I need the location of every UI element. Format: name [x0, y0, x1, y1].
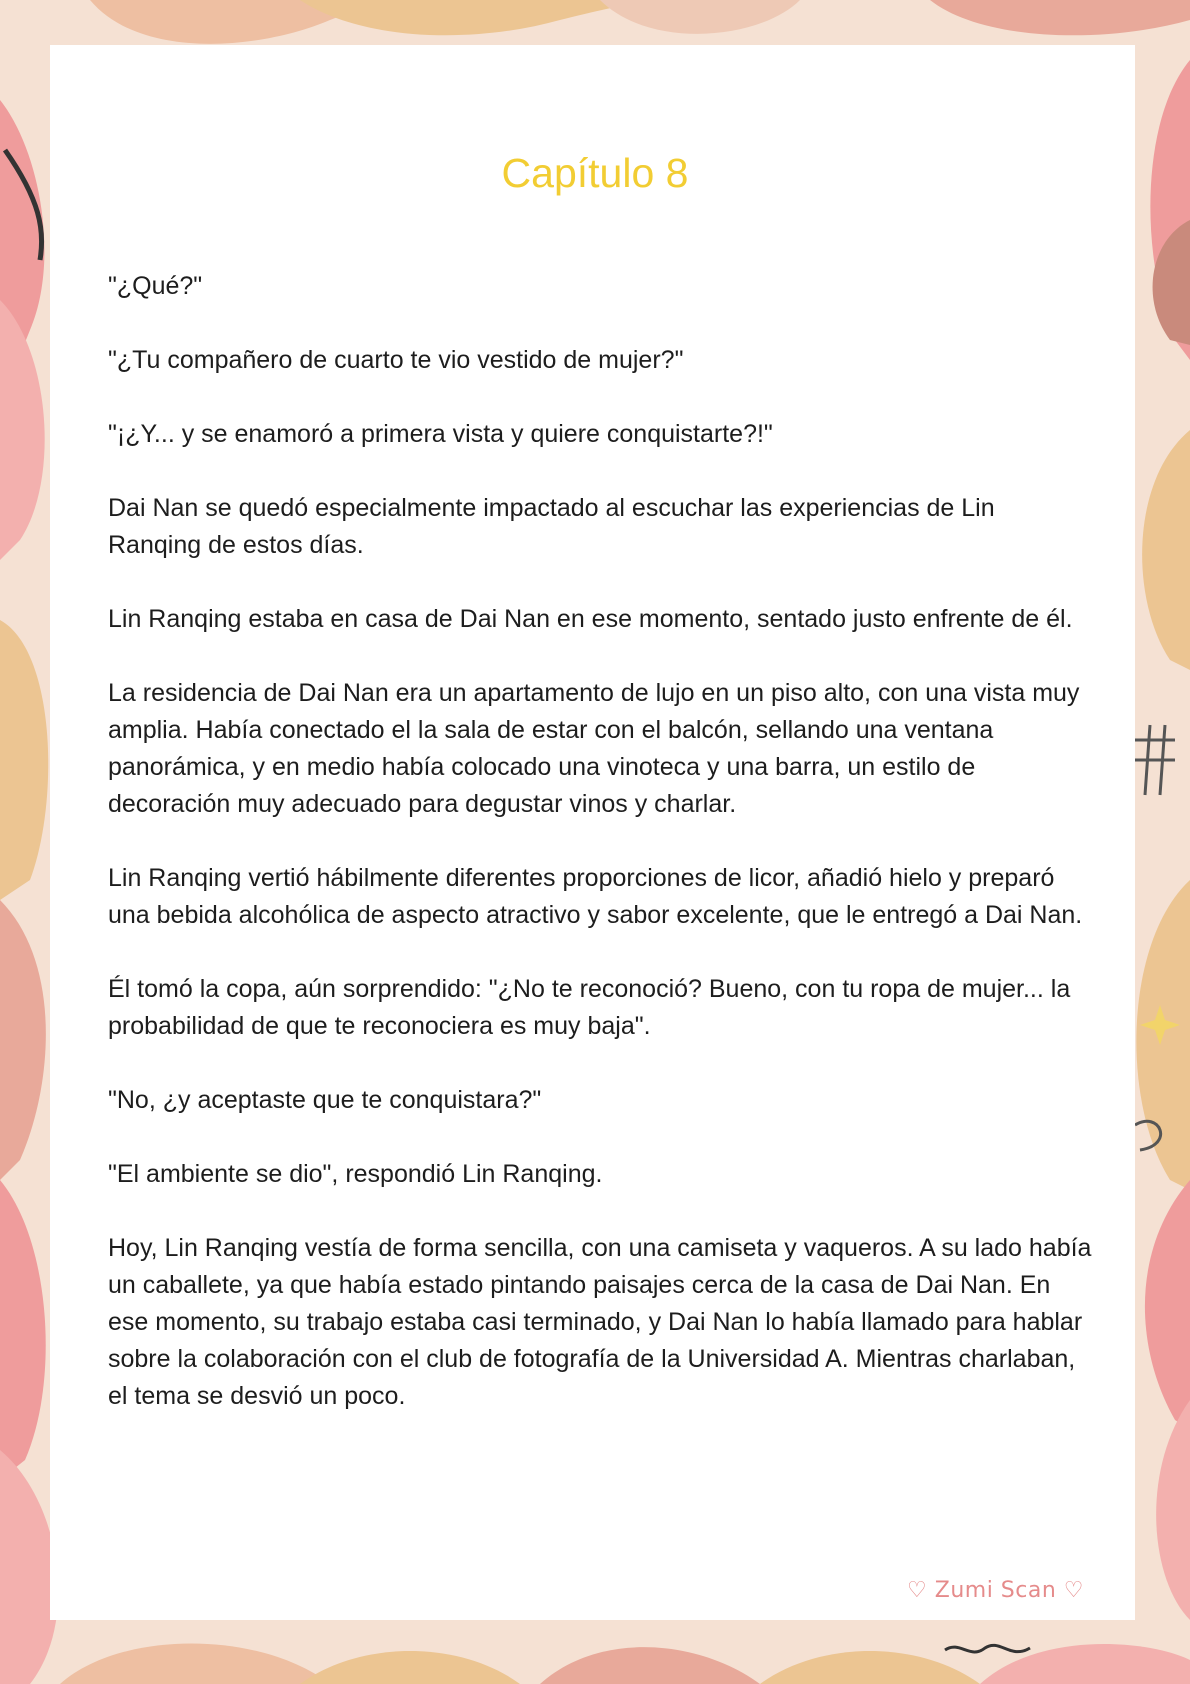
paragraph: La residencia de Dai Nan era un apartamento de lujo en un piso alto, con una vista muy amplia. Había conectado el la sala de estar con el balcón, sellando una ventana panorámica, y en medio había colocado una vinoteca y una barra, un estilo de decoración muy adecuado para degustar vinos y charlar. [108, 679, 1080, 818]
paragraph: Hoy, Lin Ranqing vestía de forma sencilla, con una camiseta y vaqueros. A su lado había un caballete, ya que había estado pintando paisajes cerca de la casa de Dai Nan. En ese momento, su trabajo estaba casi terminado, y Dai Nan lo había llamado para hablar sobre la colaboración con el club de fotografía de la Universidad A. Mientras charlaban, el tema se desvió un poco. [108, 1234, 1092, 1410]
chapter-body [108, 268, 1093, 1452]
scanlation-credit: ♡ Zumi Scan ♡ [907, 1578, 1084, 1603]
paragraph: Dai Nan se quedó especialmente impactado al escuchar las experiencias de Lin Ranqing de estos días. [108, 494, 995, 559]
paragraph: Lin Ranqing vertió hábilmente diferentes proporciones de licor, añadió hielo y preparó una bebida alcohólica de aspecto atractivo y sabor excelente, que le entregó a Dai Nan. [108, 864, 1083, 929]
paragraph: "¿Qué?" [108, 272, 203, 300]
paragraph: "No, ¿y aceptaste que te conquistara?" [108, 1086, 542, 1114]
paragraph: "El ambiente se dio", respondió Lin Ranqing. [108, 1160, 603, 1188]
paragraph: "¡¿Y... y se enamoró a primera vista y quiere conquistarte?!" [108, 420, 773, 448]
paragraph: Lin Ranqing estaba en casa de Dai Nan en ese momento, sentado justo enfrente de él. [108, 605, 1073, 633]
chapter-title: Capítulo 8 [501, 150, 689, 196]
paragraph: Él tomó la copa, aún sorprendido: "¿No te reconoció? Bueno, con tu ropa de mujer... la probabilidad de que te reconociera es muy baja". [108, 975, 1071, 1040]
paragraph: "¿Tu compañero de cuarto te vio vestido de mujer?" [108, 346, 684, 374]
